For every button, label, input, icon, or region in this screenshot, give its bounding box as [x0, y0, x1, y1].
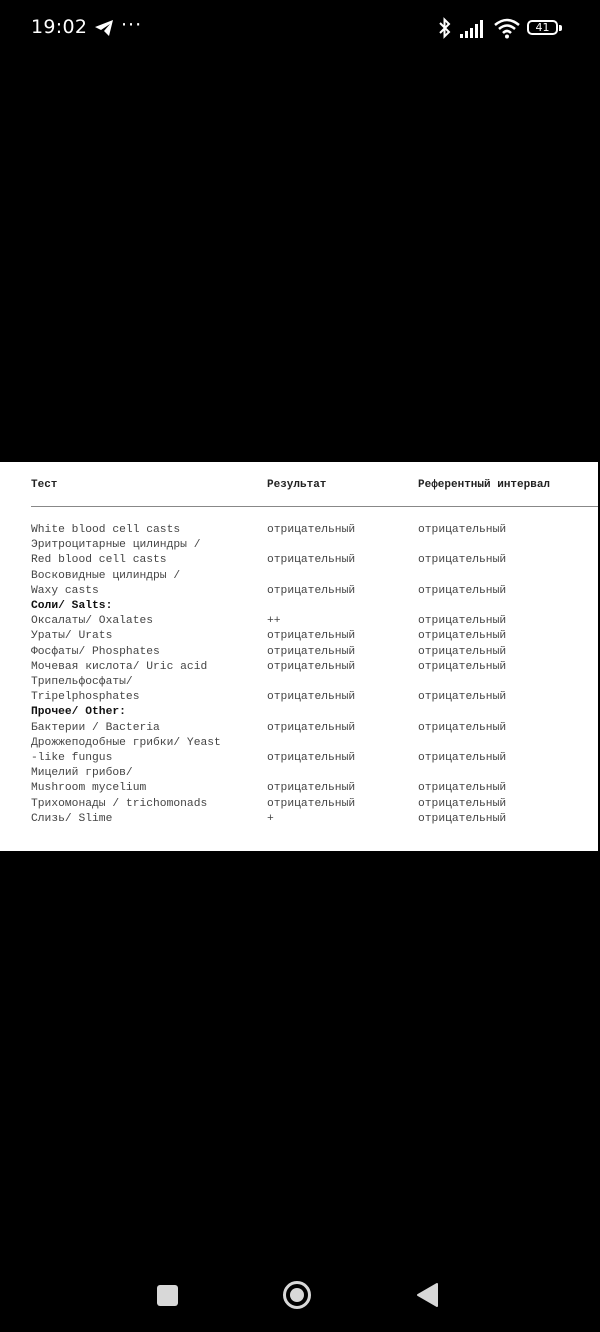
- cell-test: Фосфаты/ Phosphates: [31, 645, 160, 658]
- table-row: [0, 781, 598, 796]
- table-row: [0, 523, 598, 538]
- battery-level: 41: [535, 21, 550, 34]
- cell-test: White blood cell casts: [31, 524, 181, 536]
- cell-reference: отрицательный: [418, 782, 507, 795]
- section-header-row: [0, 705, 598, 720]
- navigation-bar: [0, 1260, 600, 1332]
- status-bar: [0, 0, 600, 58]
- cell-result: ++: [267, 615, 281, 628]
- cell-test: Трихомонады / trichomonads: [31, 797, 208, 810]
- cell-result: +: [267, 812, 274, 825]
- cell-reference: отрицательный: [418, 584, 507, 597]
- wifi-icon: [493, 17, 521, 39]
- table-row: [0, 721, 598, 736]
- cell-test: Трипельфосфаты/: [31, 676, 133, 688]
- telegram-icon: [94, 19, 114, 37]
- home-button[interactable]: [282, 1280, 312, 1310]
- cell-result: отрицательный: [267, 524, 356, 536]
- status-time: 19:02: [31, 16, 88, 38]
- cell-test: Эритроцитарные цилиндры /: [31, 539, 201, 552]
- header-reference: Референтный интервал: [418, 479, 551, 491]
- signal-icon: [459, 19, 487, 39]
- cell-test: Бактерии / Bacteria: [31, 721, 160, 734]
- table-row: [0, 751, 598, 766]
- table-row: [0, 614, 598, 629]
- cell-reference: отрицательный: [418, 752, 507, 764]
- cell-result: отрицательный: [267, 691, 356, 704]
- cell-reference: отрицательный: [418, 554, 507, 567]
- table-row: [0, 584, 598, 599]
- bluetooth-icon: [436, 16, 454, 40]
- table-row: [0, 675, 598, 690]
- cell-reference: отрицательный: [418, 691, 507, 704]
- cell-result: отрицательный: [267, 554, 356, 567]
- recent-apps-button[interactable]: [157, 1285, 178, 1306]
- more-notifications-icon: ···: [121, 14, 143, 36]
- cell-test: Слизь/ Slime: [31, 812, 113, 825]
- table-row: [0, 660, 598, 675]
- table-row: [0, 812, 598, 827]
- lab-results-document: [0, 462, 598, 851]
- table-row: [0, 645, 598, 660]
- cell-test: Ураты/ Urats: [31, 630, 113, 643]
- cell-reference: отрицательный: [418, 630, 507, 643]
- cell-result: отрицательный: [267, 752, 356, 764]
- cell-reference: отрицательный: [418, 812, 507, 825]
- cell-test: Tripelphosphates: [31, 691, 140, 704]
- cell-test: Соли/ Salts:: [31, 600, 113, 612]
- header-result: Результат: [267, 479, 327, 491]
- back-button[interactable]: [415, 1282, 439, 1308]
- cell-reference: отрицательный: [418, 660, 507, 673]
- cell-test: Мицелий грибов/: [31, 767, 133, 780]
- cell-test: Дрожжеподобные грибки/ Yeast: [31, 736, 221, 749]
- cell-result: отрицательный: [267, 630, 356, 643]
- table-row: [0, 569, 598, 584]
- table-row: [0, 629, 598, 644]
- table-row: [0, 797, 598, 812]
- table-row: [0, 690, 598, 705]
- cell-result: отрицательный: [267, 660, 356, 673]
- cell-result: отрицательный: [267, 797, 356, 810]
- cell-reference: отрицательный: [418, 645, 507, 658]
- table-row: [0, 766, 598, 781]
- cell-test: Waxy casts: [31, 584, 99, 597]
- cell-test: Mushroom mycelium: [31, 782, 147, 795]
- cell-reference: отрицательный: [418, 797, 507, 810]
- cell-reference: отрицательный: [418, 721, 507, 734]
- table-row: [0, 553, 598, 568]
- cell-result: отрицательный: [267, 721, 356, 734]
- cell-test: Восковидные цилиндры /: [31, 569, 181, 582]
- table-row: [0, 736, 598, 751]
- cell-test: Оксалаты/ Oxalates: [31, 615, 154, 628]
- cell-result: отрицательный: [267, 584, 356, 597]
- cell-reference: отрицательный: [418, 524, 507, 536]
- cell-test: Red blood cell casts: [31, 554, 167, 567]
- header-divider: [31, 506, 598, 507]
- battery-icon: [527, 20, 563, 38]
- cell-test: -like fungus: [31, 752, 113, 764]
- table-row: [0, 538, 598, 553]
- cell-reference: отрицательный: [418, 615, 507, 628]
- cell-result: отрицательный: [267, 782, 356, 795]
- header-test: Тест: [31, 479, 58, 491]
- cell-test: Прочее/ Other:: [31, 706, 126, 719]
- section-header-row: [0, 599, 598, 614]
- cell-test: Мочевая кислота/ Uric acid: [31, 660, 208, 673]
- cell-result: отрицательный: [267, 645, 356, 658]
